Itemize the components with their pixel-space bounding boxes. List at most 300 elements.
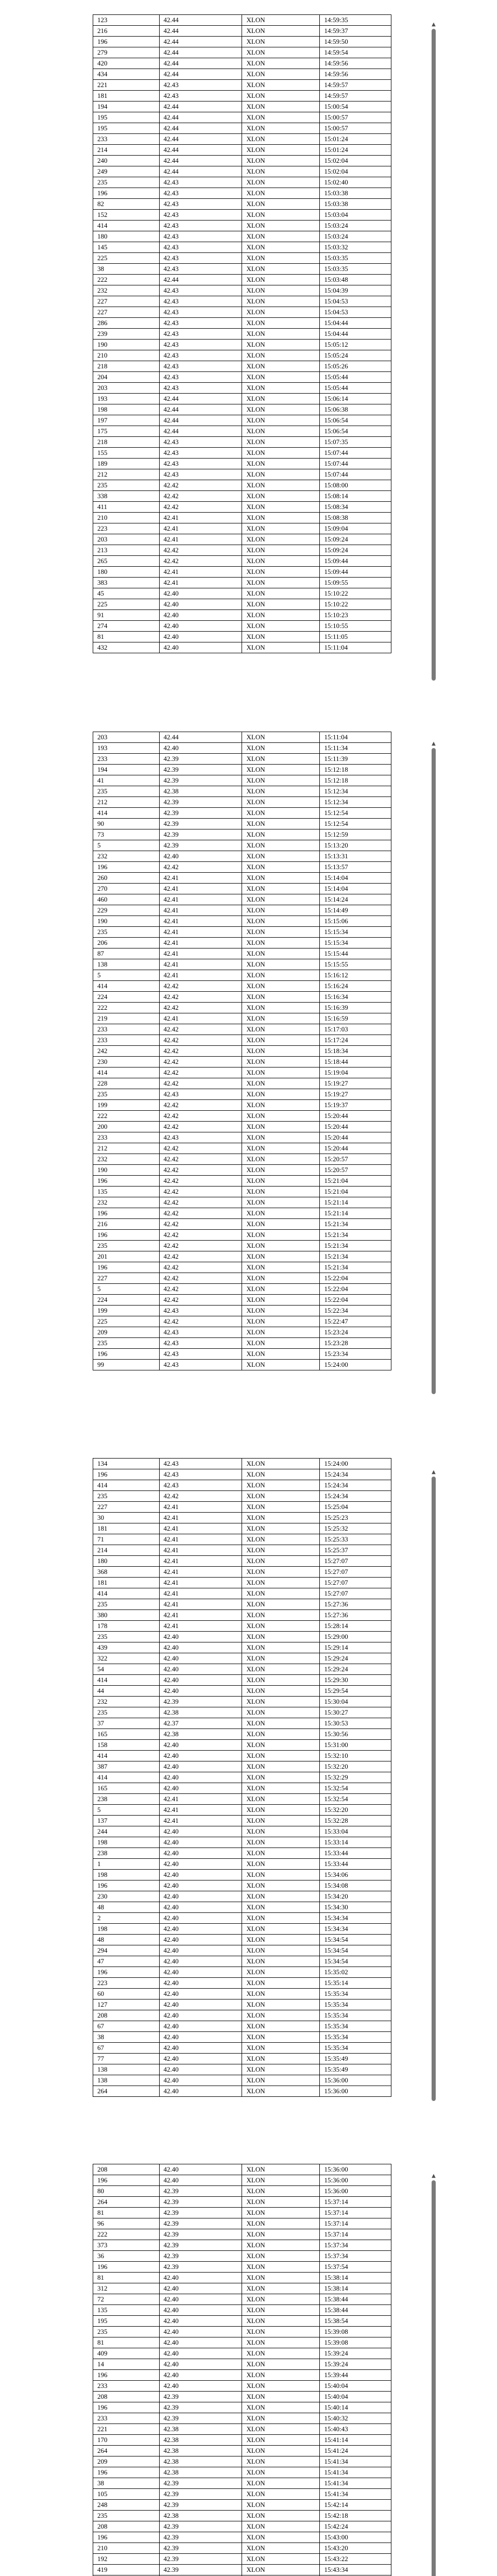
price-cell: 42.41	[159, 1816, 242, 1826]
time-cell: 15:11:39	[320, 754, 391, 765]
time-cell: 15:37:34	[320, 2251, 391, 2262]
time-cell: 15:19:37	[320, 1100, 391, 1111]
time-cell: 15:25:37	[320, 1545, 391, 1556]
time-cell: 15:35:34	[320, 1989, 391, 1999]
market-cell: XLON	[242, 459, 320, 469]
table-row	[93, 1165, 391, 1176]
time-cell: 15:29:54	[320, 1686, 391, 1697]
market-cell: XLON	[242, 959, 320, 970]
market-cell: XLON	[242, 1327, 320, 1338]
table-row	[93, 862, 391, 873]
market-cell: XLON	[242, 2456, 320, 2467]
time-cell: 15:40:14	[320, 2402, 391, 2413]
table-row	[93, 156, 391, 166]
price-cell: 42.40	[159, 2075, 242, 2086]
trade-id-cell: 14	[93, 2359, 160, 2370]
time-cell: 15:04:39	[320, 285, 391, 296]
table-row	[93, 2402, 391, 2413]
price-cell: 42.40	[159, 1945, 242, 1956]
time-cell: 15:14:24	[320, 894, 391, 905]
price-cell: 42.43	[159, 1338, 242, 1349]
time-cell: 15:35:34	[320, 1999, 391, 2010]
time-cell: 14:59:37	[320, 26, 391, 37]
table-row	[93, 1035, 391, 1046]
trade-id-cell: 178	[93, 1621, 160, 1632]
time-cell: 15:40:43	[320, 2424, 391, 2435]
market-cell: XLON	[242, 808, 320, 819]
table-row	[93, 523, 391, 534]
price-cell: 42.38	[159, 2456, 242, 2467]
table-row	[93, 26, 391, 37]
trade-id-cell: 235	[93, 1707, 160, 1718]
scroll-thumb[interactable]	[432, 29, 436, 681]
table-row	[93, 1208, 391, 1219]
table-row	[93, 556, 391, 567]
table-row	[93, 2086, 391, 2097]
market-cell: XLON	[242, 134, 320, 145]
table-row	[93, 1632, 391, 1642]
market-cell: XLON	[242, 1013, 320, 1024]
table-row	[93, 970, 391, 981]
market-cell: XLON	[242, 285, 320, 296]
table-row	[93, 743, 391, 754]
market-cell: XLON	[242, 2032, 320, 2043]
trade-id-cell: 81	[93, 2208, 160, 2218]
trade-id-cell: 232	[93, 1197, 160, 1208]
time-cell: 15:36:00	[320, 2175, 391, 2186]
table-row	[93, 1924, 391, 1935]
table-row	[93, 1089, 391, 1100]
time-cell: 15:37:14	[320, 2229, 391, 2240]
price-cell: 42.41	[159, 948, 242, 959]
time-cell: 15:21:04	[320, 1187, 391, 1197]
market-cell: XLON	[242, 2305, 320, 2316]
market-cell: XLON	[242, 242, 320, 253]
table-row	[93, 285, 391, 296]
market-cell: XLON	[242, 437, 320, 448]
time-cell: 15:08:38	[320, 513, 391, 523]
table-row	[93, 1469, 391, 1480]
time-cell: 15:37:34	[320, 2240, 391, 2251]
time-cell: 15:28:14	[320, 1621, 391, 1632]
table-row	[93, 1338, 391, 1349]
trade-id-cell: 225	[93, 253, 160, 264]
price-cell: 42.38	[159, 1729, 242, 1740]
table-row	[93, 1999, 391, 2010]
trade-id-cell: 214	[93, 145, 160, 156]
price-cell: 42.42	[159, 1295, 242, 1306]
table-row	[93, 884, 391, 894]
time-cell: 15:42:14	[320, 2500, 391, 2511]
time-cell: 15:35:34	[320, 2010, 391, 2021]
trade-id-cell: 223	[93, 1978, 160, 1989]
market-cell: XLON	[242, 1567, 320, 1578]
market-cell: XLON	[242, 1837, 320, 1848]
price-cell: 42.43	[159, 199, 242, 210]
scroll-thumb[interactable]	[432, 748, 436, 1394]
time-cell: 15:33:44	[320, 1848, 391, 1859]
price-cell: 42.43	[159, 1327, 242, 1338]
price-cell: 42.39	[159, 2229, 242, 2240]
table-row	[93, 502, 391, 513]
time-cell: 15:10:23	[320, 610, 391, 621]
trade-id-cell: 196	[93, 1208, 160, 1219]
time-cell: 15:37:54	[320, 2262, 391, 2273]
price-cell: 42.40	[159, 1761, 242, 1772]
price-cell: 42.42	[159, 981, 242, 992]
market-cell: XLON	[242, 1165, 320, 1176]
table-row	[93, 873, 391, 884]
time-cell: 15:27:36	[320, 1599, 391, 1610]
market-cell: XLON	[242, 992, 320, 1003]
price-cell: 42.44	[159, 426, 242, 437]
time-cell: 15:19:27	[320, 1078, 391, 1089]
scroll-thumb[interactable]	[432, 1477, 436, 2101]
price-cell: 42.43	[159, 1360, 242, 1370]
time-cell: 15:20:57	[320, 1165, 391, 1176]
price-cell: 42.43	[159, 91, 242, 101]
price-cell: 42.40	[159, 1642, 242, 1653]
time-cell: 15:30:27	[320, 1707, 391, 1718]
time-cell: 15:09:04	[320, 523, 391, 534]
table-row	[93, 318, 391, 329]
trade-id-cell: 196	[93, 2370, 160, 2381]
market-cell: XLON	[242, 2435, 320, 2446]
trade-id-cell: 240	[93, 156, 160, 166]
trade-id-cell: 138	[93, 2075, 160, 2086]
table-row	[93, 1349, 391, 1360]
market-cell: XLON	[242, 275, 320, 285]
trade-id-cell: 81	[93, 632, 160, 642]
time-cell: 15:31:00	[320, 1740, 391, 1751]
price-cell: 42.42	[159, 1219, 242, 1230]
price-cell: 42.42	[159, 1187, 242, 1197]
time-cell: 15:34:34	[320, 1913, 391, 1924]
market-cell: XLON	[242, 15, 320, 26]
table-row	[93, 1295, 391, 1306]
trade-id-cell: 235	[93, 1089, 160, 1100]
price-cell: 42.40	[159, 2021, 242, 2032]
trade-id-cell: 81	[93, 2337, 160, 2348]
price-cell: 42.40	[159, 2316, 242, 2327]
table-row	[93, 480, 391, 491]
market-cell: XLON	[242, 1545, 320, 1556]
trade-id-cell: 209	[93, 1327, 160, 1338]
price-cell: 42.41	[159, 1794, 242, 1805]
time-cell: 15:19:04	[320, 1067, 391, 1078]
time-cell: 15:34:34	[320, 1924, 391, 1935]
price-cell: 42.40	[159, 1783, 242, 1794]
market-cell: XLON	[242, 1459, 320, 1469]
time-cell: 15:10:22	[320, 599, 391, 610]
scrollbar[interactable]	[431, 21, 437, 681]
market-cell: XLON	[242, 1316, 320, 1327]
table-row	[93, 1251, 391, 1262]
price-cell: 42.40	[159, 743, 242, 754]
table-row	[93, 2273, 391, 2283]
time-cell: 15:15:55	[320, 959, 391, 970]
time-cell: 15:15:34	[320, 938, 391, 948]
price-cell: 42.40	[159, 1956, 242, 1967]
trade-id-cell: 206	[93, 938, 160, 948]
scrollbar[interactable]	[431, 740, 437, 1394]
table-row	[93, 1740, 391, 1751]
table-row	[93, 1664, 391, 1675]
price-cell: 42.41	[159, 1610, 242, 1621]
market-cell: XLON	[242, 448, 320, 459]
trade-id-cell: 170	[93, 2435, 160, 2446]
time-cell: 15:21:34	[320, 1241, 391, 1251]
trade-id-cell: 67	[93, 2021, 160, 2032]
time-cell: 14:59:56	[320, 58, 391, 69]
table-row	[93, 1686, 391, 1697]
price-cell: 42.42	[159, 1262, 242, 1273]
trade-id-cell: 198	[93, 1870, 160, 1880]
price-cell: 42.42	[159, 1122, 242, 1132]
price-cell: 42.41	[159, 1502, 242, 1513]
market-cell: XLON	[242, 264, 320, 275]
time-cell: 15:11:04	[320, 642, 391, 653]
scroll-thumb[interactable]	[432, 2180, 436, 2576]
table-row	[93, 1013, 391, 1024]
table-row	[93, 58, 391, 69]
market-cell: XLON	[242, 415, 320, 426]
price-cell: 42.40	[159, 1751, 242, 1761]
time-cell: 15:00:57	[320, 123, 391, 134]
trade-id-cell: 373	[93, 2240, 160, 2251]
table-row	[93, 1902, 391, 1913]
trade-id-cell: 196	[93, 1176, 160, 1187]
trade-id-cell: 5	[93, 1805, 160, 1816]
table-row	[93, 632, 391, 642]
market-cell: XLON	[242, 1891, 320, 1902]
trade-id-cell: 72	[93, 2294, 160, 2305]
price-cell: 42.43	[159, 361, 242, 372]
price-cell: 42.39	[159, 797, 242, 808]
time-cell: 15:02:04	[320, 156, 391, 166]
time-cell: 15:24:00	[320, 1360, 391, 1370]
time-cell: 15:00:54	[320, 101, 391, 112]
price-cell: 42.44	[159, 15, 242, 26]
price-cell: 42.42	[159, 1035, 242, 1046]
price-cell: 42.40	[159, 2164, 242, 2175]
time-cell: 15:08:00	[320, 480, 391, 491]
trade-id-cell: 38	[93, 264, 160, 275]
time-cell: 15:15:06	[320, 916, 391, 927]
trade-id-cell: 235	[93, 927, 160, 938]
time-cell: 15:25:33	[320, 1534, 391, 1545]
table-row	[93, 786, 391, 797]
price-cell: 42.40	[159, 2348, 242, 2359]
time-cell: 15:15:44	[320, 948, 391, 959]
trade-id-cell: 227	[93, 307, 160, 318]
time-cell: 14:59:57	[320, 80, 391, 91]
time-cell: 15:05:24	[320, 350, 391, 361]
price-cell: 42.41	[159, 567, 242, 578]
market-cell: XLON	[242, 2554, 320, 2565]
price-cell: 42.41	[159, 970, 242, 981]
time-cell: 15:22:47	[320, 1316, 391, 1327]
time-cell: 15:30:53	[320, 1718, 391, 1729]
price-cell: 42.40	[159, 2283, 242, 2294]
market-cell: XLON	[242, 599, 320, 610]
time-cell: 15:23:28	[320, 1338, 391, 1349]
trade-id-cell: 414	[93, 1675, 160, 1686]
time-cell: 15:05:44	[320, 383, 391, 394]
trade-id-cell: 190	[93, 340, 160, 350]
price-cell: 42.43	[159, 1459, 242, 1469]
table-row	[93, 588, 391, 599]
trade-id-cell: 235	[93, 2511, 160, 2521]
market-cell: XLON	[242, 2086, 320, 2097]
time-cell: 15:17:03	[320, 1024, 391, 1035]
price-cell: 42.42	[159, 491, 242, 502]
market-cell: XLON	[242, 1360, 320, 1370]
trade-id-cell: 196	[93, 1349, 160, 1360]
price-cell: 42.40	[159, 2273, 242, 2283]
market-cell: XLON	[242, 2283, 320, 2294]
price-cell: 42.41	[159, 513, 242, 523]
table-row	[93, 242, 391, 253]
market-cell: XLON	[242, 1523, 320, 1534]
time-cell: 15:06:54	[320, 415, 391, 426]
price-cell: 42.38	[159, 1707, 242, 1718]
trade-id-cell: 1	[93, 1859, 160, 1870]
triangle-up-icon[interactable]: ▲	[432, 2173, 436, 2179]
market-cell: XLON	[242, 69, 320, 80]
market-cell: XLON	[242, 47, 320, 58]
trade-id-cell: 227	[93, 1273, 160, 1284]
trade-id-cell: 199	[93, 1306, 160, 1316]
trade-id-cell: 230	[93, 1891, 160, 1902]
market-cell: XLON	[242, 567, 320, 578]
market-cell: XLON	[242, 1794, 320, 1805]
table-row	[93, 2021, 391, 2032]
price-cell: 42.40	[159, 2175, 242, 2186]
trade-id-cell: 274	[93, 621, 160, 632]
time-cell: 15:22:04	[320, 1295, 391, 1306]
table-row	[93, 894, 391, 905]
price-cell: 42.39	[159, 2186, 242, 2197]
price-cell: 42.39	[159, 808, 242, 819]
table-row	[93, 1154, 391, 1165]
market-cell: XLON	[242, 2054, 320, 2064]
trade-id-cell: 249	[93, 166, 160, 177]
table-row	[93, 1078, 391, 1089]
trade-id-cell: 270	[93, 884, 160, 894]
market-cell: XLON	[242, 851, 320, 862]
time-cell: 15:09:44	[320, 567, 391, 578]
time-cell: 15:23:24	[320, 1327, 391, 1338]
price-cell: 42.42	[159, 1197, 242, 1208]
table-row	[93, 1751, 391, 1761]
market-cell: XLON	[242, 491, 320, 502]
time-cell: 15:07:35	[320, 437, 391, 448]
price-cell: 42.40	[159, 1880, 242, 1891]
table-row	[93, 2164, 391, 2175]
market-cell: XLON	[242, 1046, 320, 1057]
triangle-up-icon[interactable]: ▲	[432, 1469, 436, 1475]
market-cell: XLON	[242, 188, 320, 199]
price-cell: 42.43	[159, 231, 242, 242]
table-row	[93, 123, 391, 134]
time-cell: 15:27:07	[320, 1578, 391, 1588]
price-cell: 42.41	[159, 1513, 242, 1523]
price-cell: 42.39	[159, 829, 242, 840]
market-cell: XLON	[242, 37, 320, 47]
price-cell: 42.42	[159, 1078, 242, 1089]
trade-id-cell: 216	[93, 26, 160, 37]
scrollbar[interactable]	[431, 2172, 437, 2576]
table-row	[93, 2032, 391, 2043]
trade-id-cell: 190	[93, 1165, 160, 1176]
market-cell: XLON	[242, 1989, 320, 1999]
price-cell: 42.40	[159, 1859, 242, 1870]
time-cell: 15:35:34	[320, 2043, 391, 2054]
market-cell: XLON	[242, 329, 320, 340]
price-cell: 42.40	[159, 1924, 242, 1935]
price-cell: 42.44	[159, 69, 242, 80]
table-row	[93, 567, 391, 578]
trade-id-cell: 420	[93, 58, 160, 69]
market-cell: XLON	[242, 1880, 320, 1891]
table-row	[93, 1057, 391, 1067]
table-row	[93, 1480, 391, 1491]
time-cell: 15:10:55	[320, 621, 391, 632]
price-cell: 42.40	[159, 2294, 242, 2305]
market-cell: XLON	[242, 1642, 320, 1653]
trade-id-cell: 196	[93, 1967, 160, 1978]
market-cell: XLON	[242, 1349, 320, 1360]
market-cell: XLON	[242, 873, 320, 884]
table-row	[93, 1826, 391, 1837]
table-row	[93, 329, 391, 340]
table-row	[93, 1697, 391, 1707]
table-row	[93, 927, 391, 938]
trade-id-cell: 158	[93, 1740, 160, 1751]
trade-id-cell: 196	[93, 2402, 160, 2413]
table-row	[93, 1513, 391, 1523]
market-cell: XLON	[242, 394, 320, 404]
time-cell: 15:29:00	[320, 1632, 391, 1642]
scrollbar[interactable]	[431, 1468, 437, 2101]
table-row	[93, 1945, 391, 1956]
market-cell: XLON	[242, 938, 320, 948]
price-cell: 42.44	[159, 394, 242, 404]
time-cell: 15:30:04	[320, 1697, 391, 1707]
price-cell: 42.40	[159, 599, 242, 610]
time-cell: 15:20:44	[320, 1132, 391, 1143]
table-row	[93, 2500, 391, 2511]
trade-id-cell: 48	[93, 1935, 160, 1945]
time-cell: 15:01:24	[320, 145, 391, 156]
price-cell: 42.40	[159, 621, 242, 632]
trade-id-cell: 214	[93, 1545, 160, 1556]
market-cell: XLON	[242, 754, 320, 765]
market-cell: XLON	[242, 480, 320, 491]
time-cell: 15:03:38	[320, 199, 391, 210]
triangle-up-icon[interactable]: ▲	[432, 21, 436, 27]
price-cell: 42.42	[159, 1491, 242, 1502]
triangle-up-icon[interactable]: ▲	[432, 740, 436, 747]
price-cell: 42.44	[159, 47, 242, 58]
trade-id-cell: 233	[93, 1024, 160, 1035]
time-cell: 15:21:34	[320, 1262, 391, 1273]
trade-id-cell: 232	[93, 851, 160, 862]
market-cell: XLON	[242, 970, 320, 981]
market-cell: XLON	[242, 1859, 320, 1870]
time-cell: 15:33:14	[320, 1837, 391, 1848]
